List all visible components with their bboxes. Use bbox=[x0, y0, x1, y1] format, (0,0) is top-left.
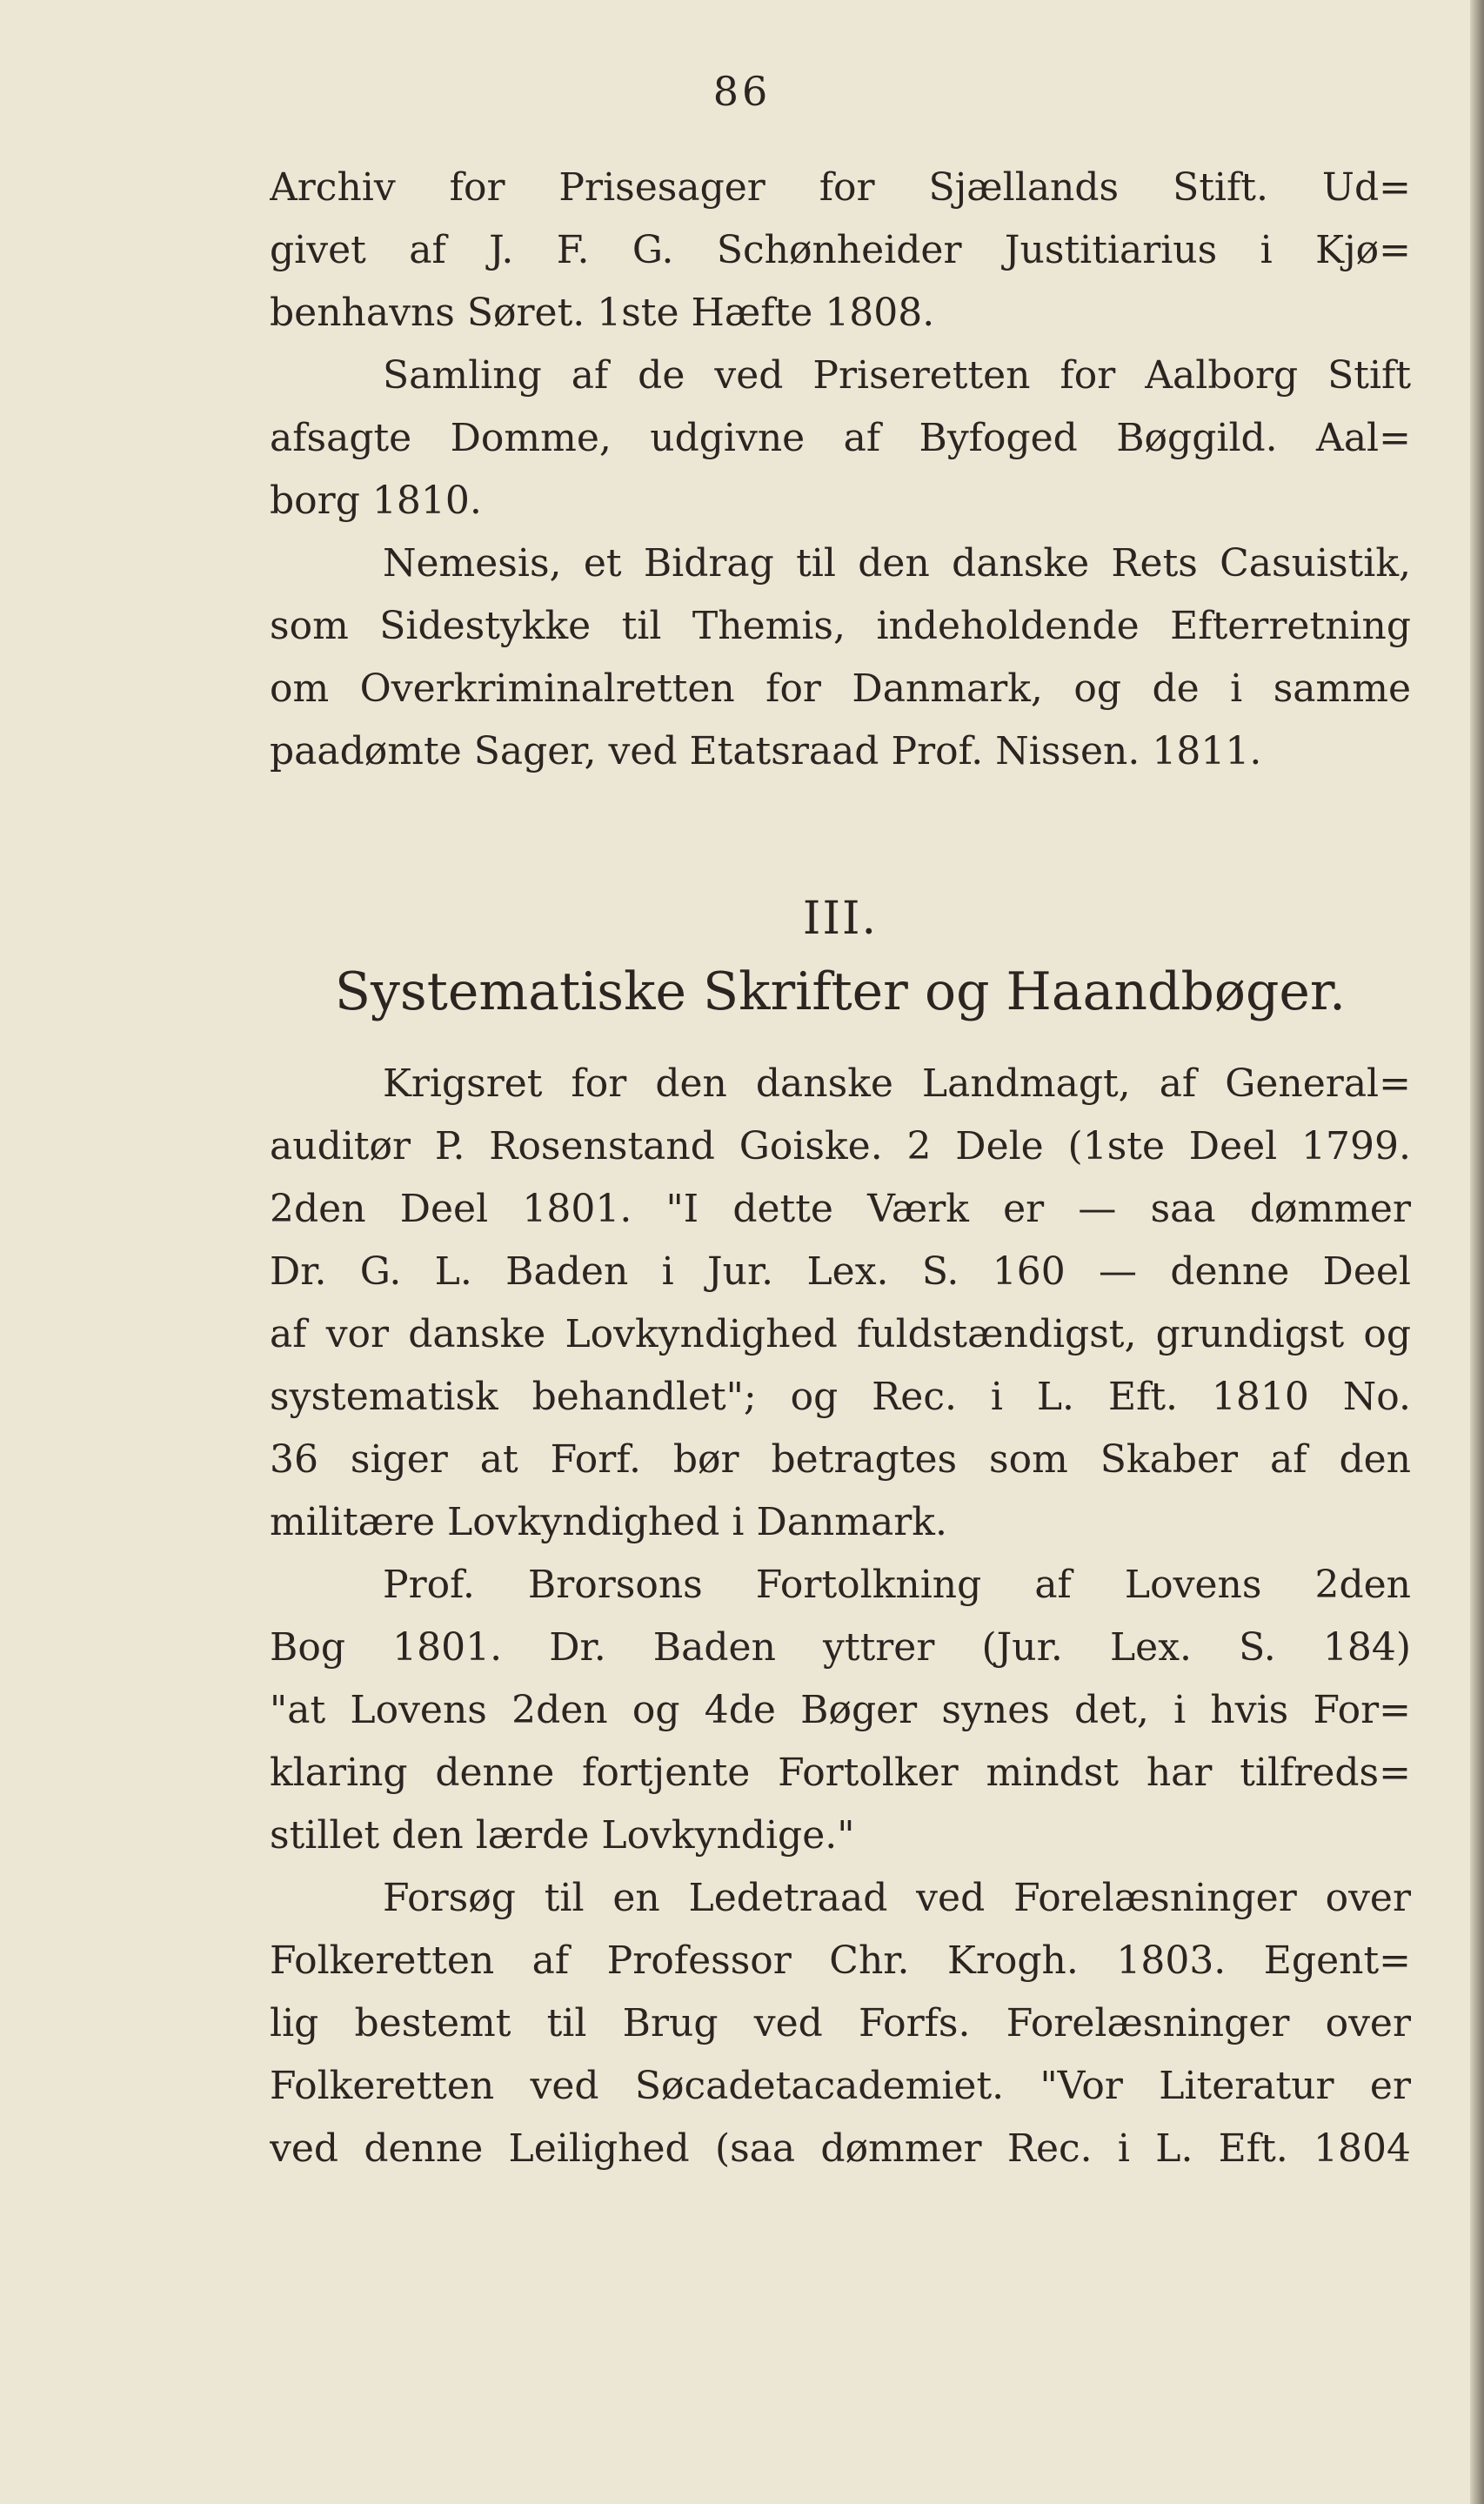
paragraph-forsog bbox=[270, 1867, 1411, 2180]
text-line: Prof. Brorsons Fortolkning af Lovens 2den bbox=[383, 1563, 1411, 1607]
text-line: stillet den lærde Lovkyndige." bbox=[270, 1813, 855, 1858]
text-line: paadømte Sager, ved Etatsraad Prof. Nissen. 1811. bbox=[270, 729, 1262, 773]
text-line: lig bestemt til Brug ved Forfs. Forelæsninger over bbox=[270, 2001, 1411, 2045]
text-line: afsagte Domme, udgivne af Byfoged Bøggild. Aal= bbox=[270, 416, 1411, 460]
text-line: auditør P. Rosenstand Goiske. 2 Dele (1ste Deel 1799. bbox=[270, 1124, 1411, 1168]
text-line: Nemesis, et Bidrag til den danske Rets Casuistik, bbox=[383, 541, 1411, 586]
text-line: Bog 1801. Dr. Baden yttrer (Jur. Lex. S. 184) bbox=[270, 1625, 1411, 1670]
text-line: Folkeretten af Professor Chr. Krogh. 1803. Egent= bbox=[270, 1938, 1411, 1983]
page-number: 86 bbox=[712, 68, 772, 115]
paragraph-samling bbox=[270, 345, 1411, 532]
text-line: klaring denne fortjente Fortolker mindst har tilfreds= bbox=[270, 1751, 1411, 1795]
text-line: af vor danske Lovkyndighed fuldstændigst, grundigst og bbox=[270, 1312, 1411, 1356]
text-line: Forsøg til en Ledetraad ved Forelæsninger over bbox=[383, 1876, 1411, 1920]
text-line: som Sidestykke til Themis, indeholdende Efterretning bbox=[270, 604, 1411, 648]
text-line: "at Lovens 2den og 4de Bøger synes det, i hvis For= bbox=[270, 1688, 1411, 1732]
text-line: borg 1810. bbox=[270, 479, 482, 523]
paragraph-krigsret bbox=[270, 1053, 1411, 1554]
text-line: Archiv for Prisesager for Sjællands Stift. Ud= bbox=[270, 165, 1411, 210]
page-edge-shadow bbox=[1470, 0, 1484, 2504]
paragraph-nemesis bbox=[270, 532, 1411, 783]
text-line: militære Lovkyndighed i Danmark. bbox=[270, 1500, 947, 1544]
text-line: om Overkriminalretten for Danmark, og de i samme bbox=[270, 666, 1411, 711]
text-block-bottom bbox=[270, 1053, 1411, 2180]
text-line: Krigsret for den danske Landmagt, af General= bbox=[383, 1061, 1411, 1106]
text-line: Samling af de ved Priseretten for Aalborg Stift bbox=[383, 353, 1411, 398]
text-line: benhavns Søret. 1ste Hæfte 1808. bbox=[270, 291, 935, 335]
section-numeral: III. bbox=[802, 893, 879, 945]
text-line: givet af J. F. G. Schønheider Justitiarius i Kjø= bbox=[270, 228, 1411, 272]
text-line: ved denne Leilighed (saa dømmer Rec. i L. Eft. 1804 bbox=[270, 2126, 1411, 2171]
section-heading: Systematiske Skrifter og Haandbøger. bbox=[334, 961, 1347, 1022]
text-line: systematisk behandlet"; og Rec. i L. Eft. 1810 No. bbox=[270, 1375, 1411, 1419]
text-block-top bbox=[270, 157, 1411, 783]
text-line: 2den Deel 1801. "I dette Værk er — saa dømmer bbox=[270, 1187, 1411, 1231]
text-line: Dr. G. L. Baden i Jur. Lex. S. 160 — denne Deel bbox=[270, 1249, 1411, 1294]
text-line: Folkeretten ved Søcadetacademiet. "Vor Literatur er bbox=[270, 2064, 1411, 2108]
paragraph-brorson bbox=[270, 1554, 1411, 1867]
text-line: 36 siger at Forf. bør betragtes som Skaber af den bbox=[270, 1437, 1411, 1482]
section-header bbox=[270, 887, 1411, 1034]
paragraph-archiv bbox=[270, 157, 1411, 345]
